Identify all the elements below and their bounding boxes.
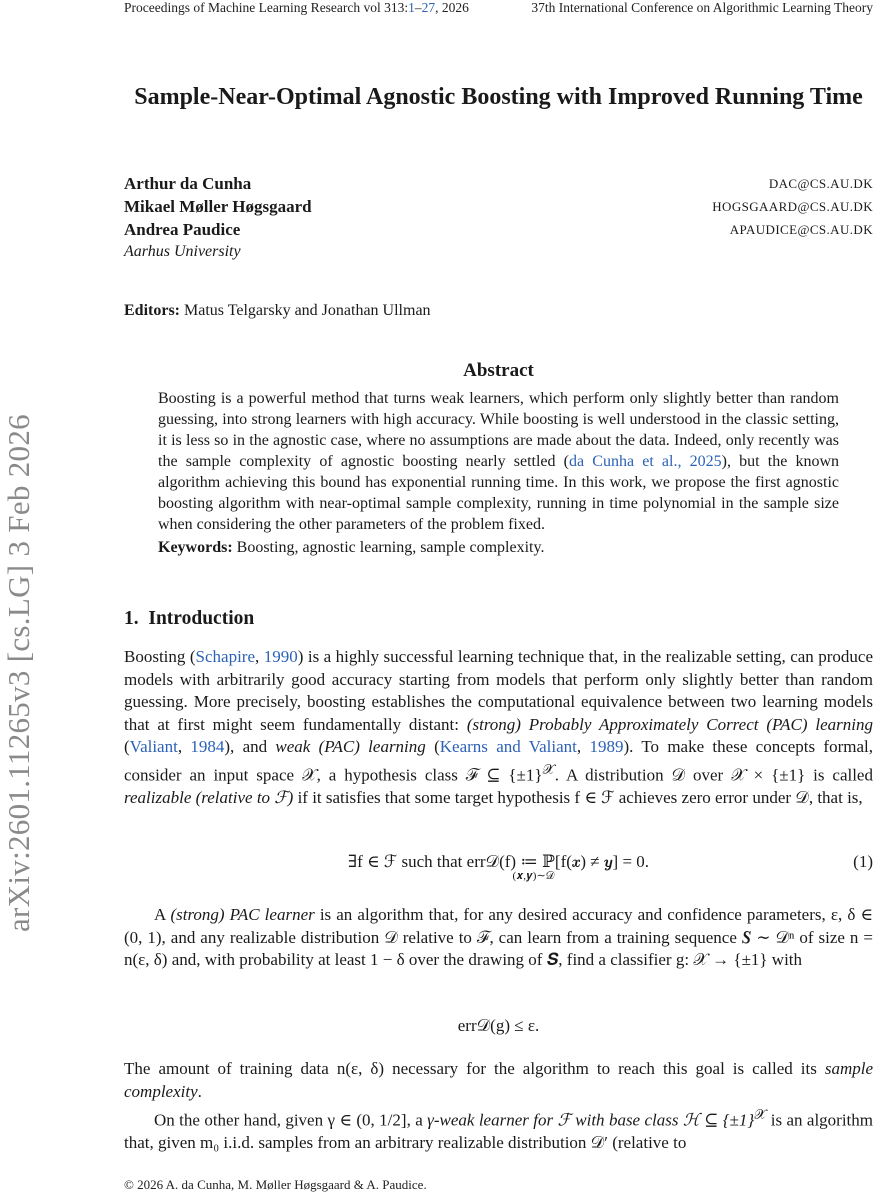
editors-line xyxy=(124,302,431,320)
citation-year-link[interactable]: 1990 xyxy=(263,647,298,666)
editors-label: Editors: xyxy=(124,302,180,319)
editors-names: Matus Telgarsky and Jonathan Ullman xyxy=(184,302,431,319)
arxiv-stamp: arXiv:2601.11265v3 [cs.LG] 3 Feb 2026 xyxy=(1,414,36,932)
citation-link[interactable]: Schapire xyxy=(195,647,256,666)
author-row xyxy=(124,172,873,195)
keywords: Boosting, agnostic learning, sample complexity. xyxy=(236,539,545,556)
author-name: Andrea Paudice xyxy=(124,220,241,239)
intro-paragraph-3: The amount of training data n(ε, δ) necessary for the algorithm to reach this goal is called its sample complexity. xyxy=(124,1059,873,1101)
running-header-right: 37th International Conference on Algorithmic Learning Theory xyxy=(531,0,873,15)
citation-year-link[interactable]: 1984 xyxy=(190,737,225,756)
intro-paragraph-1: Boosting (Schapire, 1990) is a highly successful learning technique that, in the realizable setting, can produce models with arbitrarily good accuracy starting from models that perform only slightly better than random guessing. More precisely, boosting establishes the computational equivalence between two learning models that at first might seem fundamentally distant: (strong) Probably Approximately Correct (PAC) learning (Valiant, 1984), and weak (PAC) learning (Kearns and Valiant, 1989). To make these concepts formal, consider an input space 𝒳, a hypothesis class ℱ ⊆ $\{\pm 1\}^𝒳$. A distribution 𝒟 over 𝒳 × {±1} is called realizable (relative to ℱ) if it satisfies that some target hypothesis f ∈ ℱ achieves zero error under 𝒟, that is, xyxy=(124,647,873,807)
author-email[interactable]: APAUDICE@CS.AU.DK xyxy=(729,222,873,237)
equation-1: ∃f ∈ ℱ such that err𝒟(f) ≔ ℙ[f(𝒙) ≠ 𝒚] = 0. (𝒙,𝒚)∼𝒟 (1) xyxy=(124,852,873,883)
abstract-heading: Abstract xyxy=(463,360,534,381)
paper-title: Sample-Near-Optimal Agnostic Boosting with Improved Running Time xyxy=(134,84,863,110)
author-email[interactable]: DAC@CS.AU.DK xyxy=(768,176,873,191)
first-page-link[interactable]: 1 xyxy=(408,0,415,15)
author-row xyxy=(124,195,873,218)
abstract-body xyxy=(158,388,839,558)
abstract-paragraph: Boosting is a powerful method that turns weak learners, which perform only slightly better than random guessing, into strong learners with high accuracy. While boosting is well understood in the classic setting, it is less so in the agnostic case, where no assumptions are made about the data. Indeed, only recently was the sample complexity of agnostic boosting nearly settled (da Cunha et al., 2025), but the known algorithm achieving this bound has exponential running time. In this work, we propose the first agnostic boosting algorithm with near-optimal sample complexity, running in time polynomial in the sample size when considering the other parameters of the problem fixed. xyxy=(158,390,840,533)
keywords-label: Keywords: xyxy=(158,539,233,556)
author-name: Arthur da Cunha xyxy=(124,174,252,193)
citation-link[interactable]: Valiant xyxy=(129,737,178,756)
author-name: Mikael Møller Høgsgaard xyxy=(124,197,312,216)
citation-year-link[interactable]: 1989 xyxy=(589,737,624,756)
equation-number: (1) xyxy=(853,852,873,871)
running-header-left: Proceedings of Machine Learning Research vol 313:1–27, 2026 xyxy=(124,0,469,15)
equation-2: err𝒟(g) ≤ ε. xyxy=(457,1016,540,1035)
author-row xyxy=(124,218,873,241)
copyright-footer: © 2026 A. da Cunha, M. Møller Høgsgaard & A. Paudice. xyxy=(124,1177,427,1192)
equation-subscript: (𝒙,𝒚)∼𝒟 xyxy=(512,870,555,882)
keywords-line xyxy=(158,537,839,558)
section-heading: 1. Introduction xyxy=(124,608,255,629)
citation-link[interactable]: da Cunha et al., 2025 xyxy=(569,453,722,470)
citation-link[interactable]: Kearns and Valiant xyxy=(439,737,577,756)
intro-paragraph-2: A (strong) PAC learner is an algorithm that, for any desired accuracy and confidence parameters, ε, δ ∈ (0, 1), and any realizable distribution 𝒟 relative to ℱ, can learn from a training sequence 𝑺 ∼ 𝒟ⁿ of size n = n(ε, δ) and, with probability at least 1 − δ over the drawing of 𝑺, find a classifier g: 𝒳 → {±1} with xyxy=(124,905,873,969)
last-page-link[interactable]: 27 xyxy=(421,0,436,15)
author-email[interactable]: HOGSGAARD@CS.AU.DK xyxy=(712,199,873,214)
intro-paragraph-4: On the other hand, given γ ∈ (0, 1/2], a γ-weak learner for ℱ with base class ℋ ⊆ $\{\pm 1\}^𝒳$ is an algorithm that, given m₀ i.i.d. samples from an arbitrary realizable distribution 𝒟′ (relative to xyxy=(124,1107,873,1153)
affiliation: Aarhus University xyxy=(124,243,241,260)
